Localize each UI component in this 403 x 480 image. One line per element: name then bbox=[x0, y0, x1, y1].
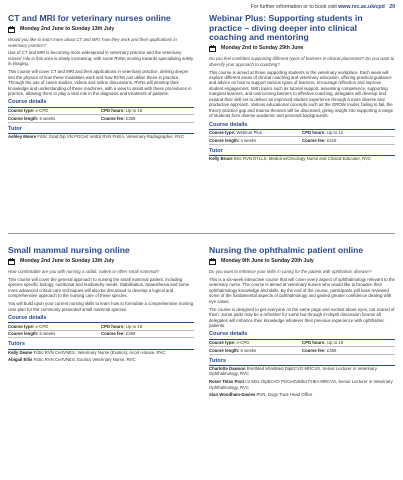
tutors-heading: Tutors bbox=[8, 341, 194, 349]
course-paragraph: Use of CT and MRI is becoming more widespread in veterinary practice and the veterinary nurses' role in this area is slowly increasing, with some RVNs moving towards specialising solely in imaging. bbox=[8, 50, 194, 67]
course-details bbox=[8, 323, 194, 338]
detail-label: CPD hours: bbox=[101, 108, 125, 114]
detail-item bbox=[8, 108, 101, 116]
course-date bbox=[209, 46, 395, 53]
detail-value: 6 weeks bbox=[39, 331, 56, 337]
detail-value: 6 weeks bbox=[240, 347, 257, 353]
detail-item bbox=[302, 137, 395, 145]
detail-label: CPD hours: bbox=[101, 323, 125, 329]
course-paragraph: You will build upon your current nursing skills to learn how to formulate a comprehensive nursing care plan for the commonly presented small mammal species. bbox=[8, 301, 194, 312]
tutor-name: Kelly Bruce bbox=[209, 156, 233, 162]
course-ophthalmic bbox=[209, 246, 395, 400]
detail-label: Course fee: bbox=[101, 331, 125, 337]
course-date bbox=[8, 259, 194, 266]
detail-item bbox=[101, 331, 194, 339]
detail-label: CPD hours: bbox=[302, 130, 326, 136]
detail-value: e-CPD bbox=[236, 340, 250, 346]
detail-item bbox=[8, 323, 101, 331]
course-paragraph: This course will cover the general approach to nursing the small mammal patient, including species specific biology, nutritional and husbandry needs. Stabilisation, anaesthesia and some more advanced critical care techniques will also be discussed to develop a logical and comprehensive approach to the nursing care of these species. bbox=[8, 276, 190, 299]
course-details bbox=[209, 130, 395, 145]
course-ct-mri bbox=[8, 14, 194, 142]
tutor-info: BVetMed MVetMed DipECVO MRCVS, Senior Lecturer in Veterinary Ophthalmology, RVC bbox=[209, 366, 377, 377]
detail-label: Course length: bbox=[209, 347, 240, 353]
tutor-name: Ashley Moore bbox=[8, 134, 37, 139]
calendar-icon bbox=[209, 46, 216, 53]
tutor-entry bbox=[8, 350, 194, 355]
tutor-name: Roser Tetas Pont bbox=[209, 379, 245, 385]
detail-item bbox=[209, 137, 302, 145]
course-title: CT and MRI for veterinary nurses online bbox=[8, 13, 171, 23]
details-heading: Course details bbox=[8, 315, 194, 323]
detail-label: Course type: bbox=[8, 108, 35, 114]
course-small-mammal bbox=[8, 246, 194, 365]
detail-label: Course length: bbox=[8, 331, 39, 337]
course-intro: Do you want to enhance your skills in caring for the patient with ophthalmic disease? bbox=[209, 269, 372, 275]
detail-label: Course fee: bbox=[302, 137, 326, 143]
detail-item bbox=[302, 347, 395, 355]
detail-item bbox=[209, 340, 302, 348]
detail-value: £219 bbox=[326, 137, 337, 143]
course-intro: How comfortable are you with nursing a rabbit, rodent or other small mammal? bbox=[8, 269, 159, 275]
detail-item bbox=[209, 130, 302, 138]
tutor-entry bbox=[8, 357, 194, 362]
tutor-info: FdSc RVN CertVNES, Veterinary Nurse (Exotics), Acorn House, RVC bbox=[33, 349, 166, 355]
tutor-info: FdSc RVN CertVNES, Exotics Veterinary Nurse, RVC bbox=[33, 357, 136, 363]
course-title: Small mammal nursing online bbox=[8, 245, 130, 255]
detail-item bbox=[8, 115, 101, 123]
details-heading: Course details bbox=[8, 99, 194, 107]
tutor-name: Abigail Ellis bbox=[8, 357, 33, 363]
course-paragraph: The course is designed to get everyone on the same page and excited about eyes, not scared of them. Some parts may be a refresher for some but through in-depth discussion forums all delegates will enhance their knowledge whatever their previous experience with ophthalmic patients. bbox=[209, 306, 395, 328]
detail-value: Up to 18 bbox=[326, 340, 344, 346]
detail-item bbox=[101, 115, 194, 123]
course-date-text: Monday 2nd June to Sunday 13th July bbox=[20, 258, 115, 265]
detail-label: Course type: bbox=[209, 130, 236, 136]
calendar-icon bbox=[209, 259, 216, 266]
course-intro: Do you feel confident supporting different types of learners in clinical placement? Do you want to diversify your approach to coaching? bbox=[209, 56, 395, 67]
detail-label: Course fee: bbox=[302, 347, 326, 353]
detail-label: CPD hours: bbox=[302, 340, 326, 346]
detail-item bbox=[302, 130, 395, 138]
details-heading: Course details bbox=[209, 122, 395, 130]
detail-value: 6 weeks bbox=[39, 115, 56, 121]
detail-value: e-CPD bbox=[35, 323, 49, 329]
calendar-icon bbox=[8, 27, 15, 34]
detail-value: £359 bbox=[326, 347, 337, 353]
detail-label: Course type: bbox=[8, 323, 35, 329]
course-details bbox=[8, 108, 194, 123]
detail-value: Up to 18 bbox=[125, 323, 143, 329]
detail-label: Course length: bbox=[8, 115, 39, 121]
detail-item bbox=[101, 323, 194, 331]
tutor-entry bbox=[209, 392, 395, 397]
course-title: Nursing the ophthalmic patient online bbox=[209, 245, 364, 255]
course-date-text: Monday 2nd to Sunday 29th June bbox=[221, 45, 304, 52]
page-header bbox=[8, 4, 395, 10]
detail-label: Course fee: bbox=[101, 115, 125, 121]
tutors-heading: Tutor bbox=[8, 126, 194, 134]
tutor-info: RVN, Dogs Trust Head Office bbox=[256, 392, 313, 398]
course-paragraph: This course is aimed at those supporting students in the veterinary workplace. Each week will explore different areas of clinical coaching and veterinary education, offering practical guidance and advice on how to support various types of learners, encourage reflection and improve student engagement. With topics such as tutorial support, assessing competence, supporting marginal learners, and overcoming barriers to effective coaching, delegates will develop and expand their skill set to deliver an improved student experience through a more diverse and productive approach. Various educational concepts such as the GROW model, failing to fail, the theory-practice gap and trauma theories will be discussed, giving insight into supporting a range of students from diverse academic and personal backgrounds. bbox=[209, 69, 393, 119]
detail-item bbox=[8, 331, 101, 339]
page-number: 29 bbox=[389, 4, 395, 10]
course-date bbox=[8, 27, 194, 34]
detail-item bbox=[101, 108, 194, 116]
tutor-info: LV MSc DipECVO PGCertVetEd FHEA MRCVS, Senior Lecturer in Veterinary Ophthalmology, RVC bbox=[209, 379, 393, 390]
detail-label: Course length: bbox=[209, 137, 240, 143]
detail-value: e-CPD bbox=[35, 108, 49, 114]
details-heading: Course details bbox=[209, 331, 395, 339]
course-date-text: Monday 2nd June to Sunday 13th July bbox=[20, 26, 115, 33]
tutor-name: Kelly Deane bbox=[8, 349, 33, 355]
detail-value: Up to 12 bbox=[326, 130, 344, 136]
tutor-entry bbox=[8, 134, 194, 139]
tutor-entry bbox=[209, 366, 395, 377]
course-details bbox=[209, 340, 395, 355]
course-date-text: Monday 9th June to Sunday 20th July bbox=[221, 258, 314, 265]
tutors-heading: Tutor bbox=[209, 148, 395, 156]
course-title: Webinar Plus: Supporting students in practice – diving deeper into clinical coaching and mentoring bbox=[209, 13, 363, 43]
course-paragraph: This is a six-week interactive course that will cover every aspect of ophthalmology relevant to the veterinary nurse. The course is aimed at veterinary nurses who would like to broaden their ophthalmology knowledge and skills. By the end of the course, participants will have reviewed some of the fundamental aspects of ophthalmology and gained greater confidence dealing with eye cases. bbox=[209, 276, 395, 304]
tutor-name: Charlotte Dawson bbox=[209, 366, 246, 371]
course-webinar-plus bbox=[209, 14, 395, 164]
calendar-icon bbox=[8, 259, 15, 266]
tutor-entry bbox=[209, 379, 395, 390]
detail-item bbox=[302, 340, 395, 348]
detail-value: £359 bbox=[125, 331, 136, 337]
tutor-info: FdSc Grad Dip VN PGCert VetEd RVN FHEA, Veterinary Radiographer, RVC bbox=[37, 134, 185, 139]
tutor-name: Sian Woodham-Davies bbox=[209, 392, 256, 398]
detail-item bbox=[209, 347, 302, 355]
tutor-entry bbox=[209, 156, 395, 161]
course-date bbox=[209, 259, 395, 266]
section-divider bbox=[8, 233, 395, 234]
detail-value: £359 bbox=[125, 115, 136, 121]
header-text: For further information or to book visit bbox=[250, 4, 337, 10]
header-url-link[interactable]: www.rvc.ac.uk/cpd bbox=[338, 4, 385, 10]
detail-value: Webinar Plus bbox=[236, 130, 262, 136]
tutors-heading: Tutors bbox=[209, 358, 395, 366]
course-intro: Would you like to learn more about CT and MRI, how they work and their applications in veterinary practice? bbox=[8, 37, 177, 48]
detail-label: Course type: bbox=[209, 340, 236, 346]
detail-value: Up to 18 bbox=[125, 108, 143, 114]
tutor-info: BSc RVN DTLLS, Medicine/Oncology Nurse and Clinical Educator, RVC bbox=[233, 156, 372, 162]
course-paragraph: This course will cover CT and MRI and their applications in veterinary practice, delving deeper into the physics of how these modalities work and how RVNs can utilise these in practice. Through the use of cases studies, videos and online discussions, RVNs will develop their knowledge and understanding of these machines, with a view to assist with these procedures in practice, allowing them to play a vital role in the diagnosis and treatment of patients. bbox=[8, 69, 192, 96]
detail-value: 4 weeks bbox=[240, 137, 257, 143]
